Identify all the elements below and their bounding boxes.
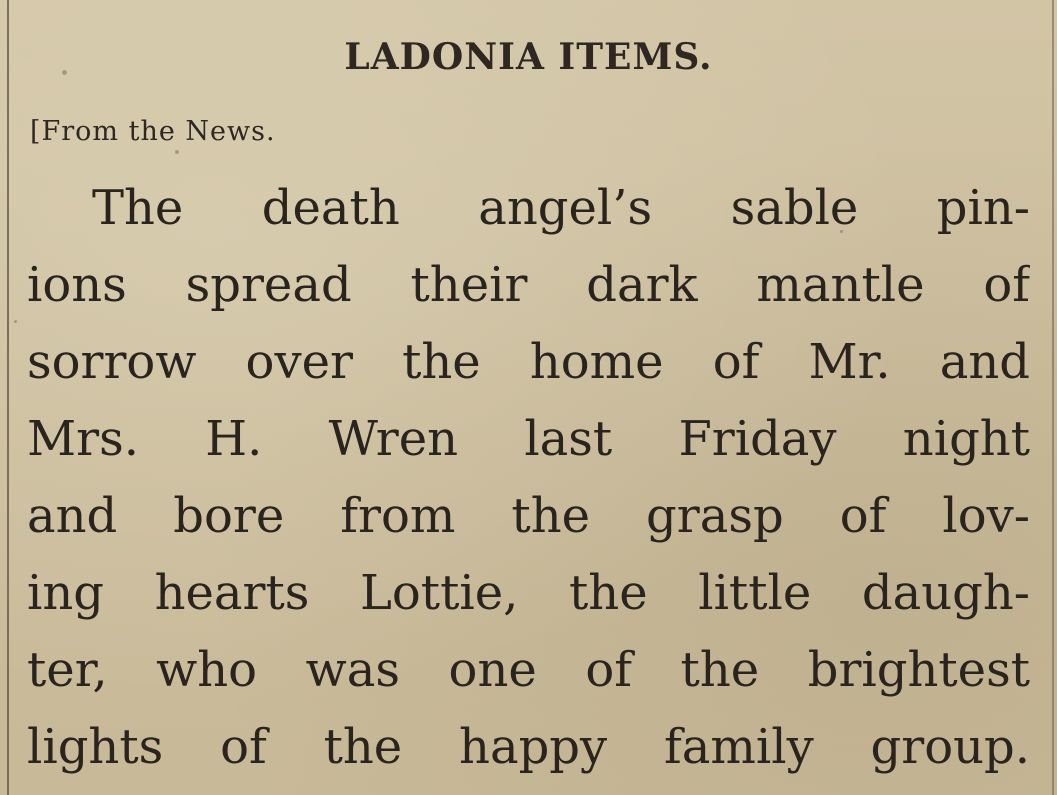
article-line: lights of the happy family group.	[27, 719, 1030, 775]
article-line: ions spread their dark mantle of	[27, 257, 1030, 313]
source-attribution: [From the News.	[30, 116, 276, 147]
article-line: ter, who was one of the brightest	[27, 642, 1030, 698]
paper-speck	[175, 150, 179, 154]
column-rule-left	[7, 0, 9, 795]
headline: LADONIA ITEMS.	[344, 36, 713, 78]
article-line: and bore from the grasp of lov-	[27, 488, 1030, 544]
column-rule-right	[1052, 0, 1054, 795]
article-line: sorrow over the home of Mr. and	[27, 334, 1030, 390]
article-line: The death angel’s sable pin-	[92, 180, 1030, 236]
article-line: Mrs. H. Wren last Friday night	[27, 411, 1030, 467]
paper-speck	[14, 320, 17, 323]
article-line: ing hearts Lottie, the little daugh-	[27, 565, 1030, 621]
